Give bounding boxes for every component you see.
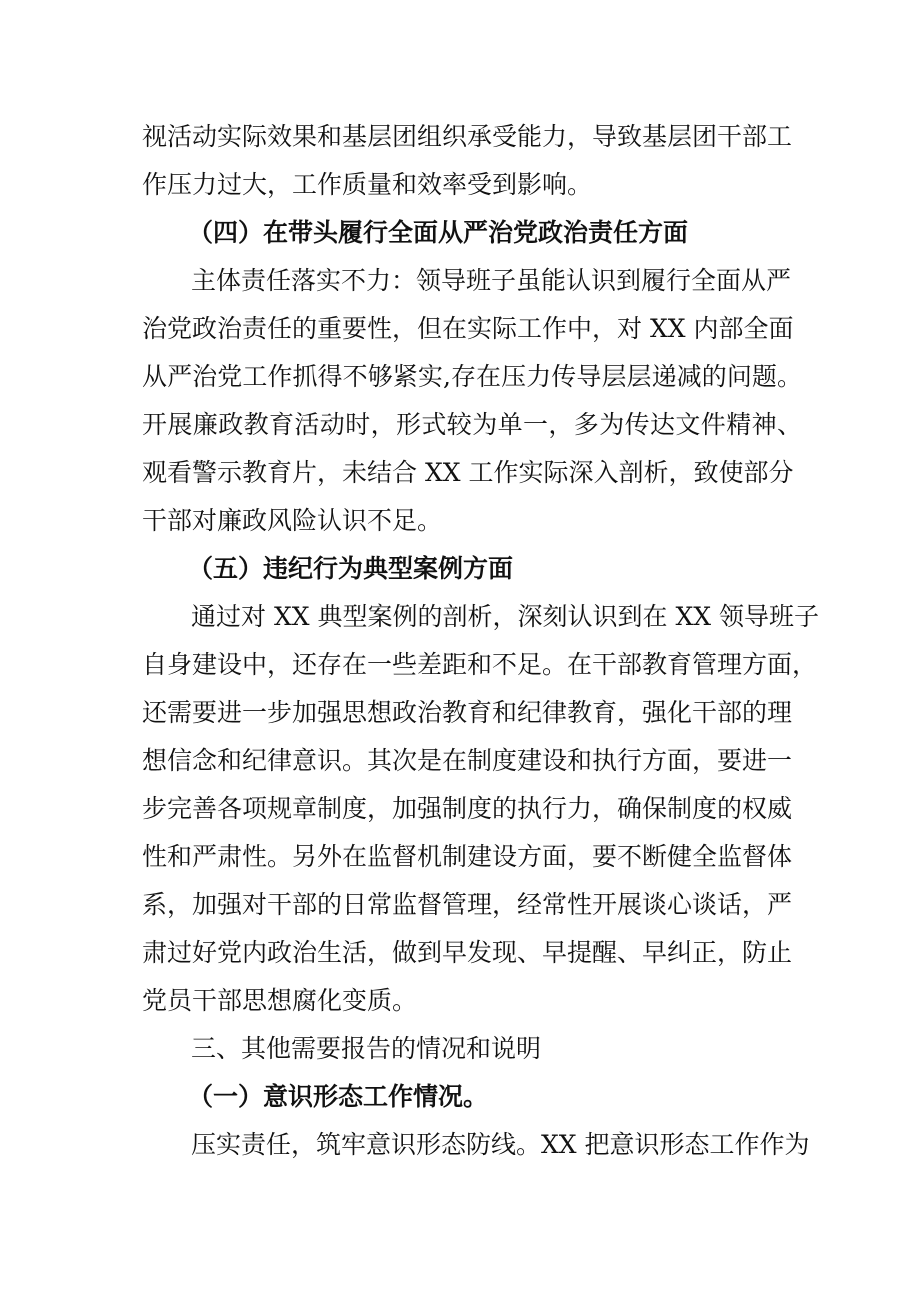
section-heading: （五）违纪行为典型案例方面 <box>188 554 514 583</box>
text-line: 作压力过大，工作质量和效率受到影响。 <box>142 170 593 199</box>
text-line: 还需要进一步加强思想政治教育和纪律教育，强化干部的理 <box>142 698 793 727</box>
text-line: 性和严肃性。另外在监督机制建设方面，要不断健全监督体 <box>142 842 793 871</box>
text-line: 干部对廉政风险认识不足。 <box>142 506 443 535</box>
section-heading: （一）意识形态工作情况。 <box>188 1082 489 1111</box>
chapter-heading: 三、其他需要报告的情况和说明 <box>191 1034 542 1063</box>
text-line: 观看警示教育片，未结合 XX 工作实际深入剖析，致使部分 <box>142 458 794 487</box>
text-line: 自身建设中，还存在一些差距和不足。在干部教育管理方面， <box>142 650 818 679</box>
text-line: 治党政治责任的重要性，但在实际工作中，对 XX 内部全面 <box>142 314 794 343</box>
text-line: 主体责任落实不力：领导班子虽能认识到履行全面从严 <box>191 266 792 295</box>
text-line: 步完善各项规章制度，加强制度的执行力，确保制度的权威 <box>142 794 793 823</box>
text-line: 从严治党工作抓得不够紧实,存在压力传导层层递减的问题。 <box>142 362 802 391</box>
text-line: 系，加强对干部的日常监督管理，经常性开展谈心谈话，严 <box>142 890 793 919</box>
text-line: 肃过好党内政治生活，做到早发现、早提醒、早纠正，防止 <box>142 938 793 967</box>
text-line: 视活动实际效果和基层团组织承受能力，导致基层团干部工 <box>142 122 793 151</box>
text-line: 想信念和纪律意识。其次是在制度建设和执行方面，要进一 <box>142 746 793 775</box>
text-line: 党员干部思想腐化变质。 <box>142 986 418 1015</box>
text-line: 压实责任，筑牢意识形态防线。XX 把意识形态工作作为 <box>191 1130 810 1159</box>
text-line: 开展廉政教育活动时，形式较为单一，多为传达文件精神、 <box>142 410 802 439</box>
section-heading: （四）在带头履行全面从严治党政治责任方面 <box>188 218 689 247</box>
text-line: 通过对 XX 典型案例的剖析，深刻认识到在 XX 领导班子 <box>191 602 819 631</box>
